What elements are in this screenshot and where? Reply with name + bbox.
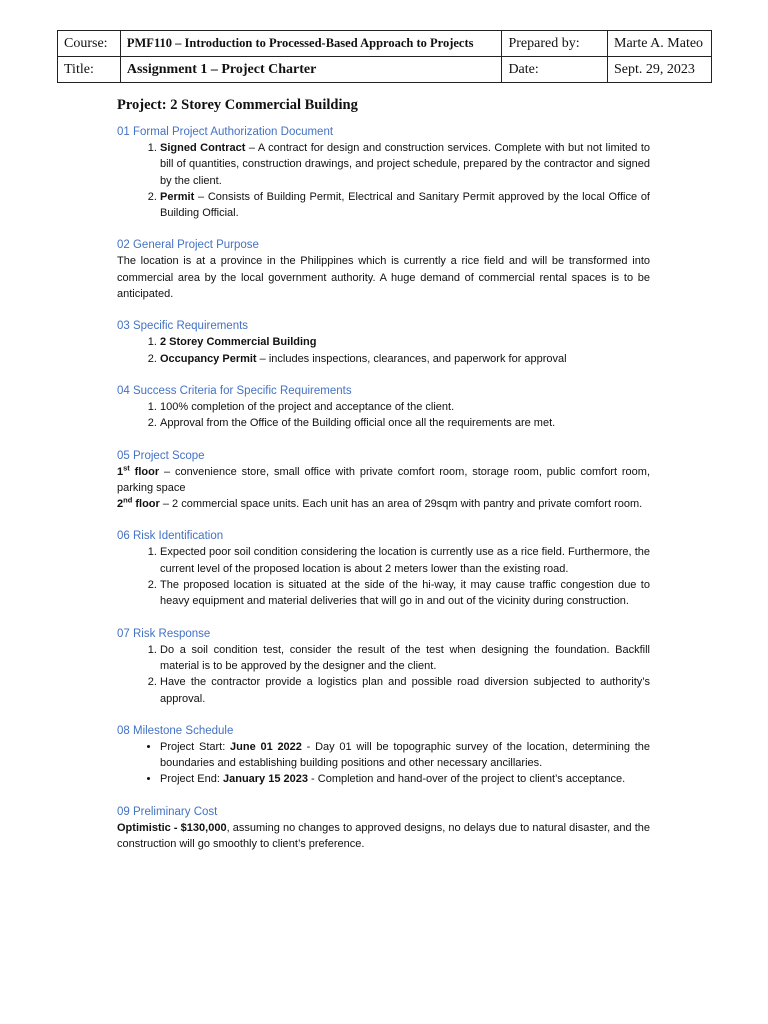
section-title: 01 Formal Project Authorization Document	[117, 126, 334, 138]
milestone-list	[117, 739, 650, 788]
course-value-text: PMF110 – Introduction to Processed-Based Approach to Projects	[126, 35, 474, 50]
section-risk-response	[117, 626, 650, 707]
list-item	[160, 771, 650, 787]
item-text: – Consists of Building Permit, Electrical and Sanitary Permit approved by the local Office of Building Official.	[160, 190, 650, 220]
list-item	[160, 189, 650, 222]
section-title: 05 Project Scope	[117, 449, 205, 462]
project-title: Project: 2 Storey Commercial Building	[117, 97, 358, 113]
scope-floor-2	[117, 496, 650, 512]
cost-text	[117, 820, 650, 853]
item-text: - Day 01 will be topographic survey of the location, determining the boundaries and establishing building positions and other necessary ancillaries.	[160, 740, 650, 770]
list-item	[160, 334, 650, 350]
cost-estimate: Optimistic - $130,000	[117, 821, 227, 834]
section-purpose	[117, 237, 650, 302]
floor-2-text: – 2 commercial space units. Each unit has an area of 29sqm with pantry and private comfort room.	[159, 498, 643, 511]
section-risk-identification	[117, 528, 650, 609]
floor-1-word: floor	[129, 465, 160, 478]
prepared-label: Prepared by:	[502, 31, 608, 57]
item-text: – includes inspections, clearances, and paperwork for approval	[256, 352, 567, 365]
item-bold: January 15 2023	[222, 773, 308, 786]
section-milestones	[117, 723, 650, 788]
cost-note: , assuming no changes to approved designs, no delays due to natural disaster, and the construction will go smoothly to client’s preference.	[117, 821, 650, 851]
section-requirements	[117, 318, 650, 367]
title-label: Title:	[58, 57, 121, 83]
requirements-list	[117, 334, 650, 367]
list-item: 2. Have the contractor provide a logistics plan and possible road diversion subjected to authority’s approval.	[160, 674, 650, 707]
course-label: Course:	[58, 31, 121, 57]
purpose-text: The location is at a province in the Philippines which is currently a rice field and will be transformed into commercial area by the local government authority. A huge demand of commercial rental spaces is to be anticipated.	[117, 255, 650, 301]
floor-1-text: – convenience store, small office with private comfort room, storage room, public comfort room, parking space	[117, 465, 651, 494]
section-title: 03 Specific Requirements	[117, 320, 249, 333]
floor-1-suffix: st	[123, 462, 130, 472]
section-title: 08 Milestone Schedule	[117, 724, 234, 737]
list-item: 2. Approval from the Office of the Building official once all the requirements are met.	[160, 415, 650, 431]
item-bold: June 01 2022	[230, 740, 302, 753]
floor-2-suffix: nd	[123, 495, 133, 505]
section-title: 07 Risk Response	[117, 627, 211, 640]
floor-1-number: 1	[117, 465, 124, 478]
section-success-criteria	[117, 383, 650, 432]
title-value	[120, 57, 502, 83]
floor-2-word: floor	[132, 498, 160, 511]
response-list	[117, 642, 650, 707]
item-bold: 2 Storey Commercial Building	[160, 336, 317, 349]
floor-2-label	[117, 495, 160, 511]
course-value	[120, 31, 502, 57]
risk-list	[117, 544, 650, 609]
prepared-value: Marte A. Mateo	[608, 31, 712, 57]
list-item: 1. 100% completion of the project and acceptance of the client.	[160, 399, 650, 415]
section-title: 02 General Project Purpose	[117, 239, 259, 252]
header-row-course	[58, 31, 712, 57]
title-value-text: Assignment 1 – Project Charter	[126, 61, 317, 77]
list-item	[160, 140, 650, 189]
floor-1-label	[117, 462, 160, 478]
list-item: 2. The proposed location is situated at the side of the hi-way, it may cause traffic congestion due to heavy equipment and material deliveries that will go in and out of the vicinity during construction.	[160, 577, 650, 610]
section-title: 04 Success Criteria for Specific Requirements	[117, 384, 352, 397]
list-item	[160, 351, 650, 367]
item-prefix: Project End:	[160, 773, 223, 786]
item-bold: Occupancy Permit	[160, 352, 257, 365]
header-row-title	[58, 57, 712, 83]
list-item: 1. Do a soil condition test, consider the result of the test when designing the foundation. Backfill material is to be approved by the designer and the client.	[160, 642, 650, 675]
section-scope	[117, 448, 650, 513]
section-title: 06 Risk Identification	[117, 530, 224, 543]
section-title: 09 Preliminary Cost	[117, 805, 218, 818]
date-value: Sept. 29, 2023	[608, 57, 712, 83]
scope-floor-1	[117, 464, 650, 497]
charter-content	[117, 96, 650, 868]
list-item	[160, 739, 650, 772]
item-bold: Permit	[160, 190, 195, 203]
list-item: 1. Expected poor soil condition considering the location is currently use as a rice field. Furthermore, the current level of the proposed location is about 2 meters lower than the existing road.	[160, 544, 650, 577]
item-prefix: Project Start:	[160, 740, 231, 753]
item-bold: Signed Contract	[160, 142, 246, 154]
section-authorization	[117, 124, 650, 221]
item-text: - Completion and hand-over of the project to client’s acceptance.	[308, 773, 626, 786]
date-label: Date:	[502, 57, 608, 83]
authorization-list	[117, 140, 650, 221]
section-cost	[117, 804, 650, 853]
item-text: – A contract for design and construction services. Complete with but not limited to bill of quantities, construction drawings, and project schedule, prepared by the contractor and signed by the client.	[160, 142, 651, 187]
success-list	[117, 399, 650, 432]
header-table	[57, 30, 712, 83]
floor-2-number: 2	[117, 498, 124, 511]
